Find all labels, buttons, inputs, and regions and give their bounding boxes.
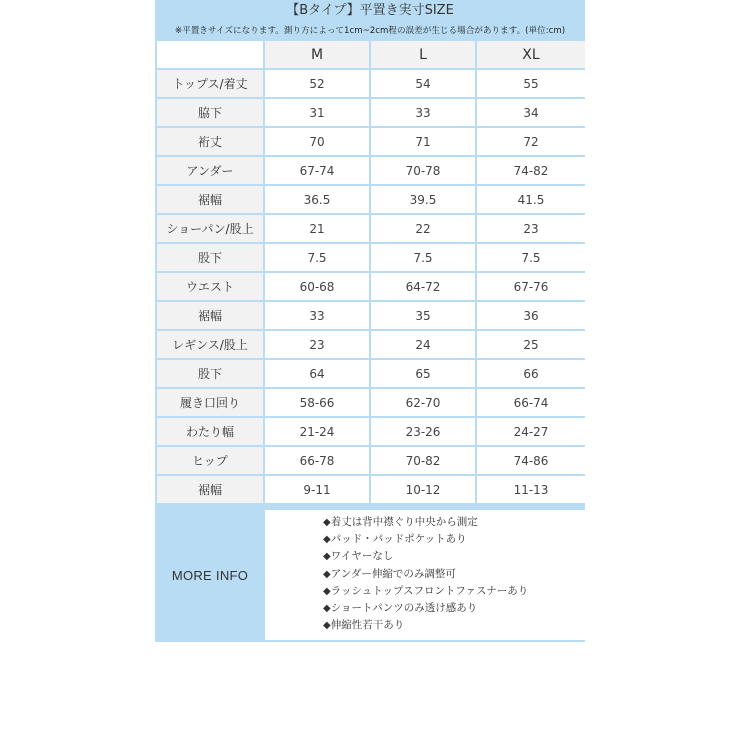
row-label: 股下 xyxy=(157,244,263,271)
info-item-text: ショートパンツのみ透け感あり xyxy=(330,602,478,615)
table-cell: 9-11 xyxy=(265,476,369,503)
table-cell: 66-74 xyxy=(477,389,585,416)
table-cell: 7.5 xyxy=(265,244,369,271)
column-header-l: L xyxy=(371,41,475,68)
size-chart-panel xyxy=(155,0,585,642)
table-cell: 60-68 xyxy=(265,273,369,300)
info-list-item xyxy=(323,531,585,548)
table-cell: 21-24 xyxy=(265,418,369,445)
table-cell: 24 xyxy=(371,331,475,358)
info-list-item xyxy=(323,566,585,583)
table-cell: 52 xyxy=(265,70,369,97)
table-cell: 66 xyxy=(477,360,585,387)
diamond-bullet-icon: ◆ xyxy=(323,517,331,528)
row-label: 裾幅 xyxy=(157,186,263,213)
table-cell: 72 xyxy=(477,128,585,155)
size-table xyxy=(157,41,585,503)
chart-title: 【Bタイプ】平置き実寸SIZE xyxy=(286,3,454,18)
info-list-item xyxy=(323,514,585,531)
row-label: ヒップ xyxy=(157,447,263,474)
table-cell: 11-13 xyxy=(477,476,585,503)
table-cell: 35 xyxy=(371,302,475,329)
table-cell: 74-82 xyxy=(477,157,585,184)
info-list-item xyxy=(323,548,585,565)
table-cell: 64 xyxy=(265,360,369,387)
table-cell: 67-74 xyxy=(265,157,369,184)
table-cell: 64-72 xyxy=(371,273,475,300)
table-cell: 36 xyxy=(477,302,585,329)
diamond-bullet-icon: ◆ xyxy=(323,568,331,580)
table-cell: 33 xyxy=(265,302,369,329)
row-label: レギンス/股上 xyxy=(157,331,263,358)
info-item-text: 着丈は背中襟ぐり中央から測定 xyxy=(330,516,478,528)
table-cell: 21 xyxy=(265,215,369,242)
table-cell: 33 xyxy=(371,99,475,126)
table-cell: 23 xyxy=(265,331,369,358)
table-cell: 54 xyxy=(371,70,475,97)
info-list-item xyxy=(323,583,585,600)
more-info-list xyxy=(265,510,585,640)
more-info-section xyxy=(157,510,585,640)
table-cell: 58-66 xyxy=(265,389,369,416)
diamond-bullet-icon: ◆ xyxy=(323,551,331,563)
table-cell: 25 xyxy=(477,331,585,358)
column-header-xl: XL xyxy=(477,41,585,68)
measurement-note: ※平置きサイズになります。測り方によって1cm~2cm程の誤差が生じる場合があります。(単位:cm) xyxy=(174,26,566,36)
table-cell: 10-12 xyxy=(371,476,475,503)
row-label: 裄丈 xyxy=(157,128,263,155)
table-cell: 62-70 xyxy=(371,389,475,416)
info-list-item xyxy=(323,600,585,617)
diamond-bullet-icon: ◆ xyxy=(323,534,331,546)
table-cell: 66-78 xyxy=(265,447,369,474)
table-cell: 7.5 xyxy=(371,244,475,271)
row-label: 裾幅 xyxy=(157,302,263,329)
table-cell: 70-78 xyxy=(371,157,475,184)
row-label: 裾幅 xyxy=(157,476,263,503)
table-cell: 70 xyxy=(265,128,369,155)
table-corner xyxy=(157,41,263,68)
table-cell: 31 xyxy=(265,99,369,126)
table-cell: 7.5 xyxy=(477,244,585,271)
column-header-m: M xyxy=(265,41,369,68)
table-cell: 71 xyxy=(371,128,475,155)
row-label: 股下 xyxy=(157,360,263,387)
row-label: ショーパン/股上 xyxy=(157,215,263,242)
table-cell: 36.5 xyxy=(265,186,369,213)
table-cell: 39.5 xyxy=(371,186,475,213)
info-list-item xyxy=(323,617,585,634)
table-cell: 34 xyxy=(477,99,585,126)
table-cell: 70-82 xyxy=(371,447,475,474)
row-label: わたり幅 xyxy=(157,418,263,445)
table-cell: 65 xyxy=(371,360,475,387)
table-cell: 41.5 xyxy=(477,186,585,213)
table-cell: 22 xyxy=(371,215,475,242)
info-item-text: ワイヤーなし xyxy=(330,550,394,563)
diamond-bullet-icon: ◆ xyxy=(323,620,331,632)
row-label: アンダー xyxy=(157,157,263,184)
row-label: ウエスト xyxy=(157,273,263,300)
row-label: 脇下 xyxy=(157,99,263,126)
row-label: 履き口回り xyxy=(157,389,263,416)
diamond-bullet-icon: ◆ xyxy=(323,603,331,615)
table-cell: 23 xyxy=(477,215,585,242)
table-cell: 55 xyxy=(477,70,585,97)
info-item-text: 伸縮性若干あり xyxy=(330,619,405,632)
info-item-text: アンダー伸縮でのみ調整可 xyxy=(330,567,456,580)
row-label: トップス/着丈 xyxy=(157,70,263,97)
table-cell: 74-86 xyxy=(477,447,585,474)
info-item-text: パッド・パッドポケットあり xyxy=(330,533,467,546)
info-item-text: ラッシュトップスフロントファスナーあり xyxy=(330,584,529,597)
table-cell: 23-26 xyxy=(371,418,475,445)
diamond-bullet-icon: ◆ xyxy=(323,585,331,597)
table-cell: 24-27 xyxy=(477,418,585,445)
table-cell: 67-76 xyxy=(477,273,585,300)
more-info-label: MORE INFO xyxy=(157,510,263,640)
